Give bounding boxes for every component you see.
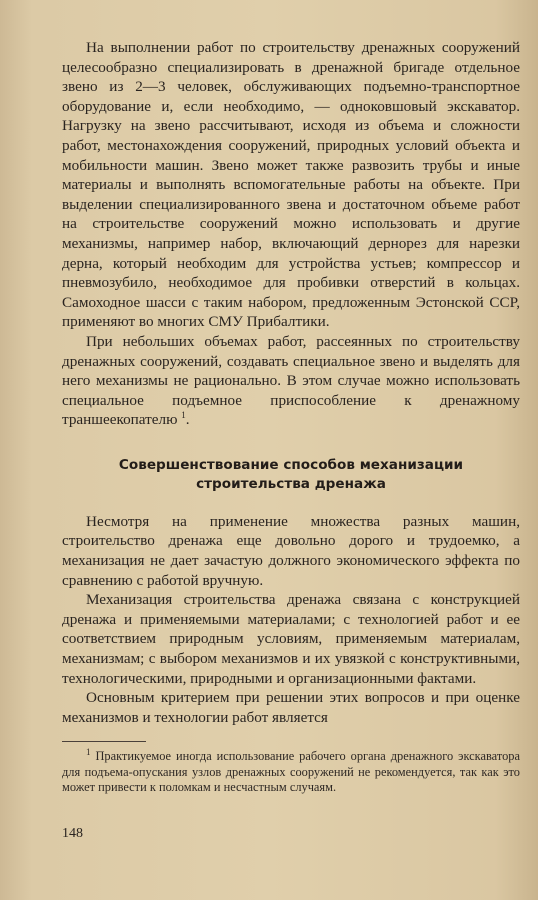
paragraph-5: Основным критерием при решении этих вопросов и при оценке механизмов и технологии работ является	[62, 689, 520, 726]
paragraph-3: Несмотря на применение множества разных машин, строительство дренажа еще довольно дорого и трудоемко, а механизация не дает зачастую должного экономического эффекта по сравнению с работой вручную.	[62, 512, 520, 589]
paragraph-1: На выполнении работ по строительству дренажных сооружений целесообразно специализировать в дренажной бригаде отдельное звено из 2—3 человек, обслуживающих подъемно-транспортное оборудование и, если необходимо, — одноковшовый экскаватор. Нагрузку на звено рассчитывают, исходя из объема и сложности работ, местонахождения сооружений, природных условий объекта и мобильности машин. Звено может также развозить трубы и иные материалы и выполнять вспомогательные работы на объекте. При выделении специализированного звена и достаточном объеме работ на строительстве сооружений можно использовать и другие механизмы, например набор, включающий дернорез для нарезки дерна, который необходим для устройства устьев; компрессор и пневмозубило, необходимое для пробивки отверстий в кольцах. Самоходное шасси с таким набором, предложенным Эстонской ССР, применяют во многих СМУ Прибалтики.	[62, 39, 520, 331]
main-text	[62, 38, 520, 727]
page-number: 148	[62, 826, 83, 841]
footnote-reference: 1	[181, 410, 186, 421]
paragraph-2: При небольших объемах работ, рассеянных по строительству дренажных сооружений, создавать специальное звено и выделять для него механизмы не рационально. В этом случае можно использовать специальное подъемное приспособление к дренажному траншеекопателю $^1$.	[62, 332, 520, 429]
paragraph-2-text: При небольших объемах работ, рассеянных по строительству дренажных сооружений, создавать специальное звено и выделять для него механизмы не рационально. В этом случае можно использовать специальное подъемное приспособление к дренажному траншеекопателю	[62, 332, 520, 429]
footnote-marker: 1	[86, 746, 91, 757]
footnote	[62, 746, 520, 796]
footnote-text: Практикуемое иногда использование рабочего органа дренажного экскаватора для подъема-опускания узлов дренажных сооружений не рекомендуется, так как это может привести к поломкам и несчастным случаям.	[62, 749, 520, 795]
footnote-divider	[62, 741, 146, 742]
section-heading-line-2: строительства дренажа	[196, 475, 386, 492]
section-heading-line-1: Совершенствование способов механизации	[118, 456, 464, 473]
paragraph-4: Механизация строительства дренажа связана с конструкцией дренажа и применяемыми материалами; с технологией работ и ее соответствием природным условиям, применяемым материалам, механизмам; с выбором механизмов и их увязкой с конструктивными, технологическими, природными и организационными фактами.	[62, 591, 520, 687]
section-heading	[62, 456, 520, 494]
